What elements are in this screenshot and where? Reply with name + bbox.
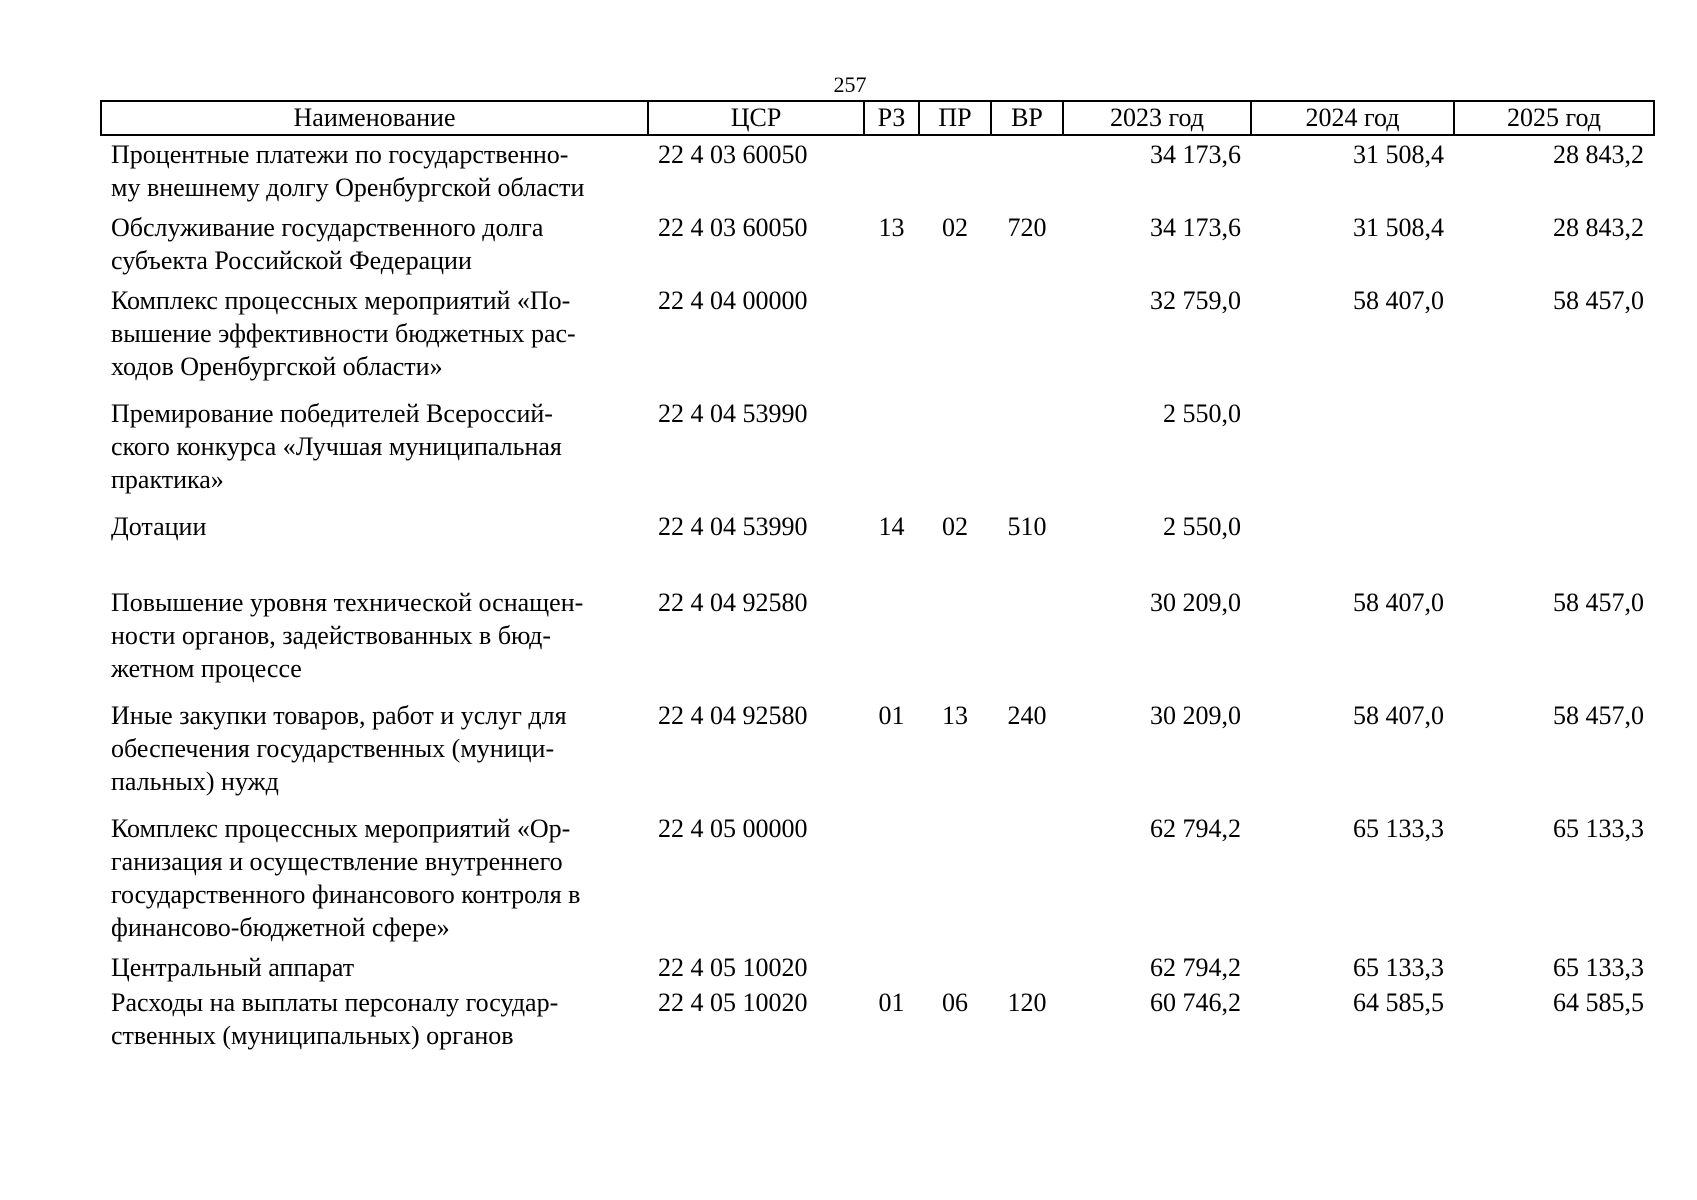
pr-cell bbox=[919, 798, 991, 944]
name-cell bbox=[101, 277, 648, 383]
amount-2023-cell: 60 746,2 bbox=[1150, 988, 1241, 1017]
table-row bbox=[101, 984, 1654, 1052]
name-line: Расходы на выплаты персоналу государ- bbox=[111, 988, 559, 1017]
name-line: ганизация и осуществление внутреннего bbox=[111, 847, 563, 876]
table-row bbox=[101, 204, 1654, 277]
header-rz: РЗ bbox=[864, 101, 919, 135]
name-cell bbox=[101, 579, 648, 685]
name-line: жетном процессе bbox=[111, 654, 302, 683]
vr-cell bbox=[991, 135, 1063, 204]
table-body bbox=[101, 135, 1654, 1052]
pr-cell: 06 bbox=[942, 988, 968, 1017]
name-line: вышение эффективности бюджетных рас- bbox=[111, 319, 576, 348]
vr-cell bbox=[991, 277, 1063, 383]
rz-cell bbox=[864, 277, 919, 383]
amount-2024-cell: 31 508,4 bbox=[1353, 140, 1444, 169]
amount-2025-cell: 65 133,3 bbox=[1553, 953, 1644, 982]
csr-cell: 22 4 04 92580 bbox=[658, 701, 808, 730]
name-line: Премирование победителей Всероссий- bbox=[111, 399, 553, 428]
page-number: 257 bbox=[833, 72, 867, 97]
amount-2025-cell: 58 457,0 bbox=[1553, 588, 1644, 617]
pr-cell bbox=[919, 383, 991, 496]
name-line: обеспечения государственных (муници- bbox=[111, 734, 555, 763]
rz-cell bbox=[864, 383, 919, 496]
amount-2023-cell: 62 794,2 bbox=[1150, 814, 1241, 843]
amount-2025-cell bbox=[1454, 383, 1654, 496]
pr-cell bbox=[919, 277, 991, 383]
table-row bbox=[101, 579, 1654, 685]
csr-cell: 22 4 04 53990 bbox=[658, 399, 808, 428]
header-vr: ВР bbox=[991, 101, 1063, 135]
amount-2023-cell: 34 173,6 bbox=[1150, 140, 1241, 169]
table-row bbox=[101, 135, 1654, 204]
amount-2023-cell: 34 173,6 bbox=[1150, 213, 1241, 242]
name-line: ственных (муниципальных) органов bbox=[111, 1021, 514, 1050]
table-row bbox=[101, 798, 1654, 944]
pr-cell bbox=[919, 579, 991, 685]
name-line: Обслуживание государственного долга bbox=[111, 213, 544, 242]
budget-table bbox=[100, 100, 1655, 1052]
table-row bbox=[101, 685, 1654, 798]
name-line: государственного финансового контроля в bbox=[111, 880, 581, 909]
rz-cell: 14 bbox=[878, 512, 905, 541]
name-line: Комплекс процессных мероприятий «По- bbox=[111, 286, 571, 315]
pr-cell bbox=[919, 135, 991, 204]
table-row bbox=[101, 496, 1654, 579]
table-row bbox=[101, 944, 1654, 984]
csr-cell: 22 4 04 00000 bbox=[658, 286, 808, 315]
amount-2024-cell bbox=[1251, 383, 1454, 496]
amount-2025-cell: 28 843,2 bbox=[1553, 140, 1644, 169]
csr-cell: 22 4 03 60050 bbox=[658, 213, 808, 242]
vr-cell bbox=[991, 798, 1063, 944]
amount-2024-cell bbox=[1251, 496, 1454, 579]
name-line: Процентные платежи по государственно- bbox=[111, 140, 569, 169]
table-header-row bbox=[101, 101, 1654, 135]
amount-2024-cell: 58 407,0 bbox=[1353, 701, 1444, 730]
table-row bbox=[101, 277, 1654, 383]
name-cell bbox=[101, 135, 648, 204]
amount-2023-cell: 30 209,0 bbox=[1150, 701, 1241, 730]
header-name: Наименование bbox=[101, 101, 648, 135]
header-pr: ПР bbox=[919, 101, 991, 135]
name-cell bbox=[101, 798, 648, 944]
name-line: Иные закупки товаров, работ и услуг для bbox=[111, 701, 567, 730]
name-line: ходов Оренбургской области» bbox=[111, 352, 443, 381]
header-2023: 2023 год bbox=[1063, 101, 1251, 135]
rz-cell bbox=[864, 579, 919, 685]
name-line: субъекта Российской Федерации bbox=[111, 246, 472, 275]
vr-cell: 240 bbox=[1007, 701, 1047, 730]
name-line: му внешнему долгу Оренбургской области bbox=[111, 173, 585, 202]
csr-cell: 22 4 04 53990 bbox=[658, 512, 808, 541]
name-cell bbox=[101, 204, 648, 277]
csr-cell: 22 4 05 10020 bbox=[658, 988, 808, 1017]
amount-2025-cell: 28 843,2 bbox=[1553, 213, 1644, 242]
pr-cell: 02 bbox=[942, 213, 968, 242]
header-csr: ЦСР bbox=[648, 101, 864, 135]
amount-2024-cell: 31 508,4 bbox=[1353, 213, 1444, 242]
pr-cell: 02 bbox=[942, 512, 968, 541]
vr-cell: 120 bbox=[1007, 988, 1047, 1017]
header-2024: 2024 год bbox=[1251, 101, 1454, 135]
name-line: Повышение уровня технической оснащен- bbox=[111, 588, 584, 617]
amount-2025-cell: 64 585,5 bbox=[1553, 988, 1644, 1017]
name-cell bbox=[101, 685, 648, 798]
name-line: финансово-бюджетной сфере» bbox=[111, 913, 450, 942]
rz-cell bbox=[864, 135, 919, 204]
amount-2024-cell: 65 133,3 bbox=[1353, 953, 1444, 982]
name-line: Центральный аппарат bbox=[111, 953, 355, 982]
csr-cell: 22 4 03 60050 bbox=[658, 140, 808, 169]
table-row bbox=[101, 383, 1654, 496]
pr-cell: 13 bbox=[942, 701, 968, 730]
rz-cell bbox=[864, 944, 919, 984]
vr-cell bbox=[991, 579, 1063, 685]
amount-2023-cell: 30 209,0 bbox=[1150, 588, 1241, 617]
pr-cell bbox=[919, 944, 991, 984]
amount-2023-cell: 2 550,0 bbox=[1163, 399, 1241, 428]
name-line: практика» bbox=[111, 465, 224, 494]
amount-2024-cell: 58 407,0 bbox=[1353, 588, 1444, 617]
amount-2024-cell: 64 585,5 bbox=[1353, 988, 1444, 1017]
csr-cell: 22 4 05 10020 bbox=[658, 953, 808, 982]
rz-cell: 13 bbox=[878, 213, 905, 242]
name-cell bbox=[101, 944, 648, 984]
name-cell bbox=[101, 383, 648, 496]
name-line: Дотации bbox=[111, 512, 207, 541]
rz-cell bbox=[864, 798, 919, 944]
rz-cell: 01 bbox=[878, 701, 905, 730]
amount-2024-cell: 58 407,0 bbox=[1353, 286, 1444, 315]
vr-cell: 720 bbox=[1007, 213, 1047, 242]
amount-2025-cell: 65 133,3 bbox=[1553, 814, 1644, 843]
amount-2025-cell: 58 457,0 bbox=[1553, 701, 1644, 730]
name-cell bbox=[101, 496, 648, 579]
amount-2025-cell bbox=[1454, 496, 1654, 579]
csr-cell: 22 4 05 00000 bbox=[658, 814, 808, 843]
amount-2023-cell: 2 550,0 bbox=[1163, 512, 1241, 541]
amount-2023-cell: 62 794,2 bbox=[1150, 953, 1241, 982]
csr-cell: 22 4 04 92580 bbox=[658, 588, 808, 617]
name-line: пальных) нужд bbox=[111, 767, 279, 796]
name-line: Комплекс процессных мероприятий «Ор- bbox=[111, 814, 571, 843]
name-line: ского конкурса «Лучшая муниципальная bbox=[111, 432, 562, 461]
vr-cell: 510 bbox=[1007, 512, 1047, 541]
amount-2024-cell: 65 133,3 bbox=[1353, 814, 1444, 843]
vr-cell bbox=[991, 383, 1063, 496]
name-cell bbox=[101, 984, 648, 1052]
name-line: ности органов, задействованных в бюд- bbox=[111, 621, 552, 650]
rz-cell: 01 bbox=[878, 988, 905, 1017]
vr-cell bbox=[991, 944, 1063, 984]
amount-2023-cell: 32 759,0 bbox=[1150, 286, 1241, 315]
header-2025: 2025 год bbox=[1454, 101, 1654, 135]
amount-2025-cell: 58 457,0 bbox=[1553, 286, 1644, 315]
